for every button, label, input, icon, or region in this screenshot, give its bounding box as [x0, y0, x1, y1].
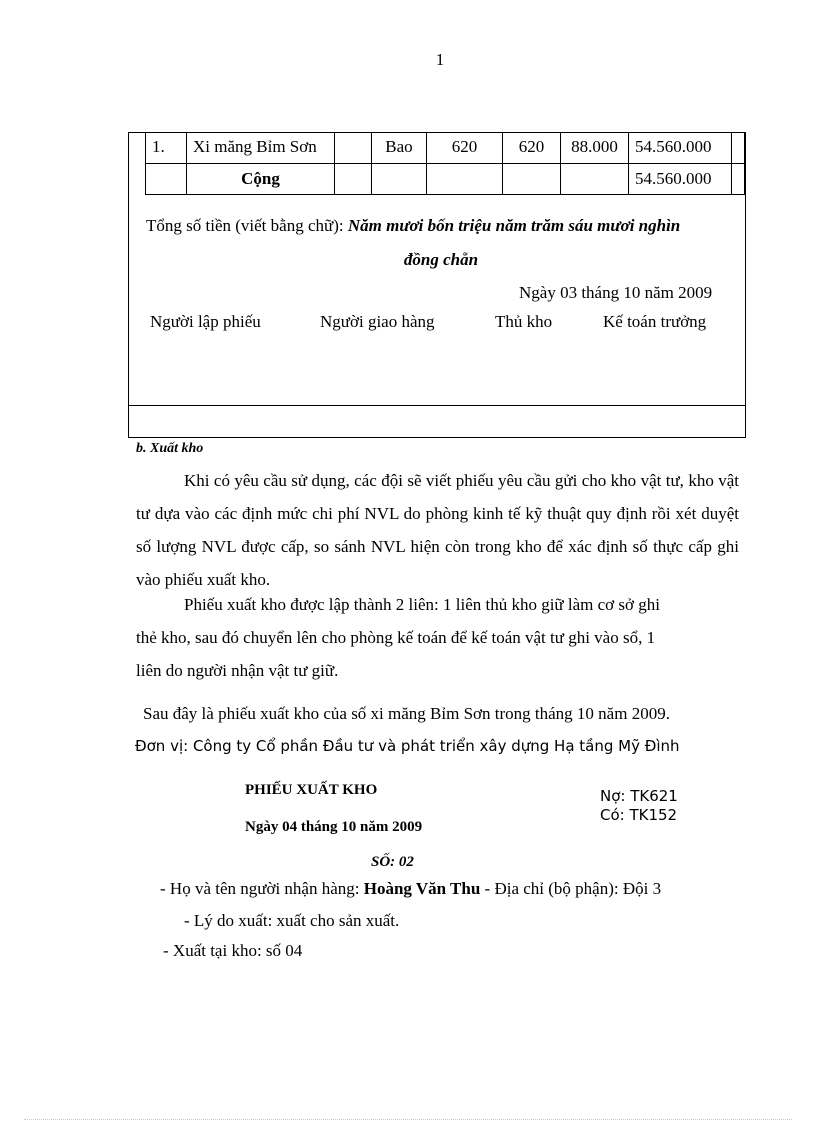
- signature-storekeeper: Thủ kho: [495, 312, 553, 331]
- company-unit-line: Đơn vị: Công ty Cổ phần Đầu tư và phát triển xây dựng Hạ tầng Mỹ Đình: [135, 737, 680, 755]
- total-pad: [732, 163, 745, 194]
- row-stt: 1.: [146, 132, 187, 163]
- issue-warehouse: - Xuất tại kho: số 04: [163, 941, 303, 960]
- row-qty-actual: 620: [503, 132, 561, 163]
- row-material-name: Xi măng Bỉm Sơn: [187, 132, 335, 163]
- page-bottom-rule: [24, 1119, 792, 1120]
- voucher-number: SỐ: 02: [371, 854, 414, 870]
- total-in-words: [146, 209, 736, 277]
- total-words-label: Tổng số tiền (viết bằng chữ):: [146, 216, 348, 235]
- total-price: [561, 163, 629, 194]
- signature-creator: Người lập phiếu: [150, 312, 261, 331]
- row-price: 88.000: [561, 132, 629, 163]
- row-pad: [732, 132, 745, 163]
- intro-sentence: Sau đây là phiếu xuất kho của số xi măng Bỉm Sơn trong tháng 10 năm 2009.: [143, 704, 670, 723]
- receipt-date: Ngày 03 tháng 10 năm 2009: [519, 283, 713, 302]
- total-label: Cộng: [187, 163, 335, 194]
- table-row: [146, 163, 745, 194]
- total-qty-actual: [503, 163, 561, 194]
- debit-account: Nợ: TK621: [600, 787, 678, 805]
- total-stt: [146, 163, 187, 194]
- signature-chief-accountant: Kế toán trưởng: [603, 312, 707, 331]
- total-words-value-1: Năm mươi bốn triệu năm trăm sáu mươi nghìn: [347, 216, 681, 235]
- row-qty-request: 620: [427, 132, 503, 163]
- issue-reason: - Lý do xuất: xuất cho sản xuất.: [184, 911, 400, 930]
- voucher-title: PHIẾU XUẤT KHO: [245, 782, 378, 798]
- frame-divider: [129, 405, 745, 406]
- section-heading: b. Xuất kho: [136, 441, 204, 456]
- row-code: [335, 132, 372, 163]
- recipient-name: Hoàng Văn Thu: [363, 879, 481, 898]
- voucher-date: Ngày 04 tháng 10 năm 2009: [245, 819, 423, 835]
- materials-table: [145, 132, 745, 195]
- credit-account: Có: TK152: [600, 806, 678, 824]
- paragraph-1-text: Khi có yêu cầu sử dụng, các đội sẽ viết phiếu yêu cầu gửi cho kho vật tư, kho vật tư dựa vào các định mức chi phí NVL do phòng kinh tế kỹ thuật quy định rồi xét duyệt số lượng NVL được cấp, so sánh NVL hiện còn trong kho để xác định số thực cấp ghi vào phiếu xuất kho.: [136, 471, 739, 589]
- paragraph-2-line-3: liên do người nhận vật tư giữ.: [136, 661, 339, 680]
- row-amount: 54.560.000: [629, 132, 732, 163]
- paragraph-issue-process: [136, 464, 739, 596]
- row-unit: Bao: [372, 132, 427, 163]
- total-amount: 54.560.000: [629, 163, 732, 194]
- recipient-address: - Địa chỉ (bộ phận): Đội 3: [480, 879, 662, 898]
- total-unit: [372, 163, 427, 194]
- page-number: 1: [435, 50, 445, 69]
- total-code: [335, 163, 372, 194]
- table-row: [146, 132, 745, 163]
- recipient-line: [160, 879, 661, 899]
- total-qty-request: [427, 163, 503, 194]
- paragraph-2-line-1: Phiếu xuất kho được lập thành 2 liên: 1 liên thủ kho giữ làm cơ sở ghi: [184, 595, 660, 614]
- recipient-label: - Họ và tên người nhận hàng:: [160, 879, 364, 898]
- total-words-value-2: đồng chẵn: [403, 250, 479, 269]
- paragraph-2-line-2: thẻ kho, sau đó chuyển lên cho phòng kế toán để kế toán vật tư ghi vào sổ, 1: [136, 628, 656, 647]
- signature-deliverer: Người giao hàng: [320, 312, 435, 331]
